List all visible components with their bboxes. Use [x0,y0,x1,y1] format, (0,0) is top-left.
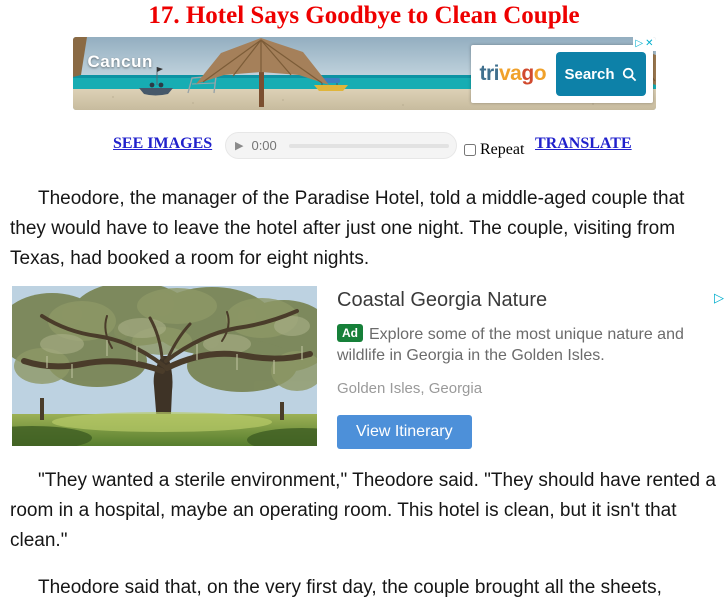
view-itinerary-button[interactable]: View Itinerary [337,415,472,449]
ad-description-text: Explore some of the most unique nature and wildlife in Georgia in the Golden Isles. [337,326,684,364]
story-paragraph-1: Theodore, the manager of the Paradise Hotel, told a middle-aged couple that they would have to leave the hotel after just one night. The couple, visiting from Texas, had booked a room for eight nights. [10,188,685,269]
banner-adchoices [633,37,655,51]
repeat-label: Repeat [480,141,525,158]
adchoices-icon[interactable]: ▷ [714,290,724,305]
banner-destination-label: Cancun [87,52,153,71]
banner-ad[interactable] [73,37,656,110]
toolbar [0,132,728,164]
ad-text-column [337,286,707,446]
adchoices-icon[interactable]: ▷ [635,38,644,49]
story-paragraph-2: "They wanted a sterile environment," Theodore said. "They should have rented a room in a hospital, maybe an operating room. This hotel is clean, but it isn't that clean." [10,470,716,551]
native-ad [12,286,728,446]
banner-search-button[interactable] [556,52,646,96]
banner-cta-card [471,45,653,103]
audio-time: 0:00 [251,138,277,153]
repeat-control [464,141,524,159]
translate-link[interactable]: TRANSLATE [535,135,632,152]
page-title: 17. Hotel Says Goodbye to Clean Couple [148,2,580,29]
ad-badge: Ad [337,324,363,342]
search-button-label: Search [564,65,615,83]
play-button[interactable]: ▶ [235,140,244,152]
see-images-link[interactable]: SEE IMAGES [113,135,213,152]
ad-description [337,324,707,366]
trivago-logo[interactable]: trivago [479,62,547,85]
ad-image-oak-tree[interactable] [12,286,317,446]
ad-title[interactable]: Coastal Georgia Nature [337,289,548,311]
ad-location: Golden Isles, Georgia [337,380,483,397]
audio-progress-track[interactable] [289,144,449,148]
magnifier-icon [622,67,637,82]
close-icon[interactable]: ✕ [645,38,654,49]
story-paragraph-3: Theodore said that, on the very first day, the couple brought all the sheets, [38,577,662,598]
repeat-checkbox[interactable] [464,144,476,156]
audio-player [225,132,457,159]
